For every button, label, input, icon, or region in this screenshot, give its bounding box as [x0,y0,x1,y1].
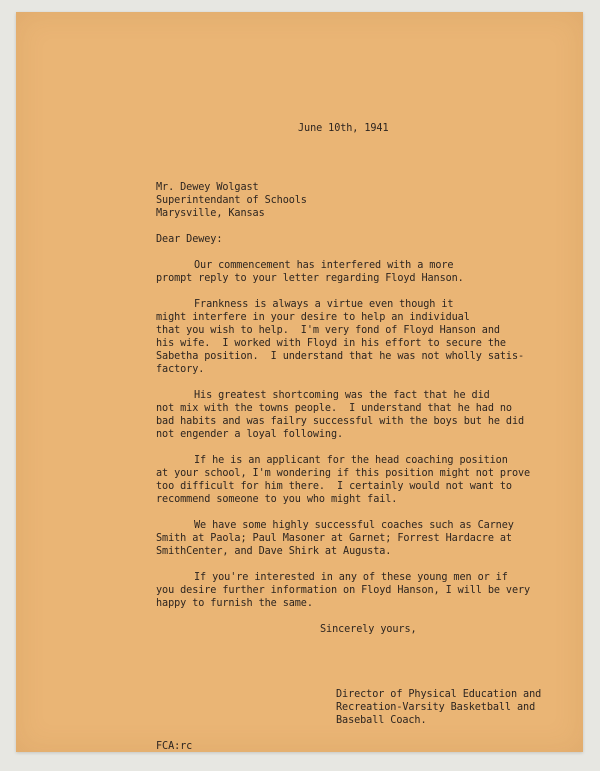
signature-title-line-1: Director of Physical Education and [336,689,542,700]
paragraph-6-line-3: happy to furnish the same. [156,598,313,609]
paragraph-3-line-4: not engender a loyal following. [156,429,344,440]
paragraph-6-line-2: you desire further information on Floyd Hanson, I will be very [156,585,531,596]
reference-initials: FCA:rc [156,741,193,752]
signature-title-line-3: Baseball Coach. [336,715,427,726]
paragraph-4-line-4: recommend someone to you who might fail. [156,494,398,505]
recipient-title: Superintendant of Schools [156,195,307,206]
salutation: Dear Dewey: [156,234,223,245]
recipient-name: Mr. Dewey Wolgast [156,182,259,193]
letter-date: June 10th, 1941 [298,123,389,134]
paragraph-2-line-4: his wife. I worked with Floyd in his effort to secure the [156,338,506,349]
paragraph-2-line-5: Sabetha position. I understand that he was not wholly satis- [156,351,525,362]
paragraph-2-line-3: that you wish to help. I'm very fond of Floyd Hanson and [156,325,500,336]
paragraph-3-line-2: not mix with the towns people. I understand that he had no [156,403,512,414]
paragraph-2-line-2: might interfere in your desire to help an individual [156,312,470,323]
paragraph-6-line-1: If you're interested in any of these young men or if [194,572,508,583]
paragraph-4-line-1: If he is an applicant for the head coaching position [194,455,508,466]
paragraph-2-line-6: factory. [156,364,205,375]
paragraph-4-line-2: at your school, I'm wondering if this position might not prove [156,468,531,479]
paragraph-1-line-1: Our commencement has interfered with a more [194,260,454,271]
paragraph-2-line-1: Frankness is always a virtue even though it [194,299,454,310]
paragraph-4-line-3: too difficult for him there. I certainly would not want to [156,481,512,492]
paragraph-5-line-2: Smith at Paola; Paul Masoner at Garnet; Forrest Hardacre at [156,533,512,544]
signature-title-line-2: Recreation-Varsity Basketball and [336,702,536,713]
recipient-location: Marysville, Kansas [156,208,265,219]
paragraph-5-line-3: SmithCenter, and Dave Shirk at Augusta. [156,546,392,557]
closing: Sincerely yours, [320,624,417,635]
paragraph-5-line-1: We have some highly successful coaches such as Carney [194,520,514,531]
paragraph-1-line-2: prompt reply to your letter regarding Floyd Hanson. [156,273,464,284]
paragraph-3-line-1: His greatest shortcoming was the fact that he did [194,390,490,401]
paragraph-3-line-3: bad habits and was failry successful with the boys but he did [156,416,525,427]
letter-page [16,12,583,752]
